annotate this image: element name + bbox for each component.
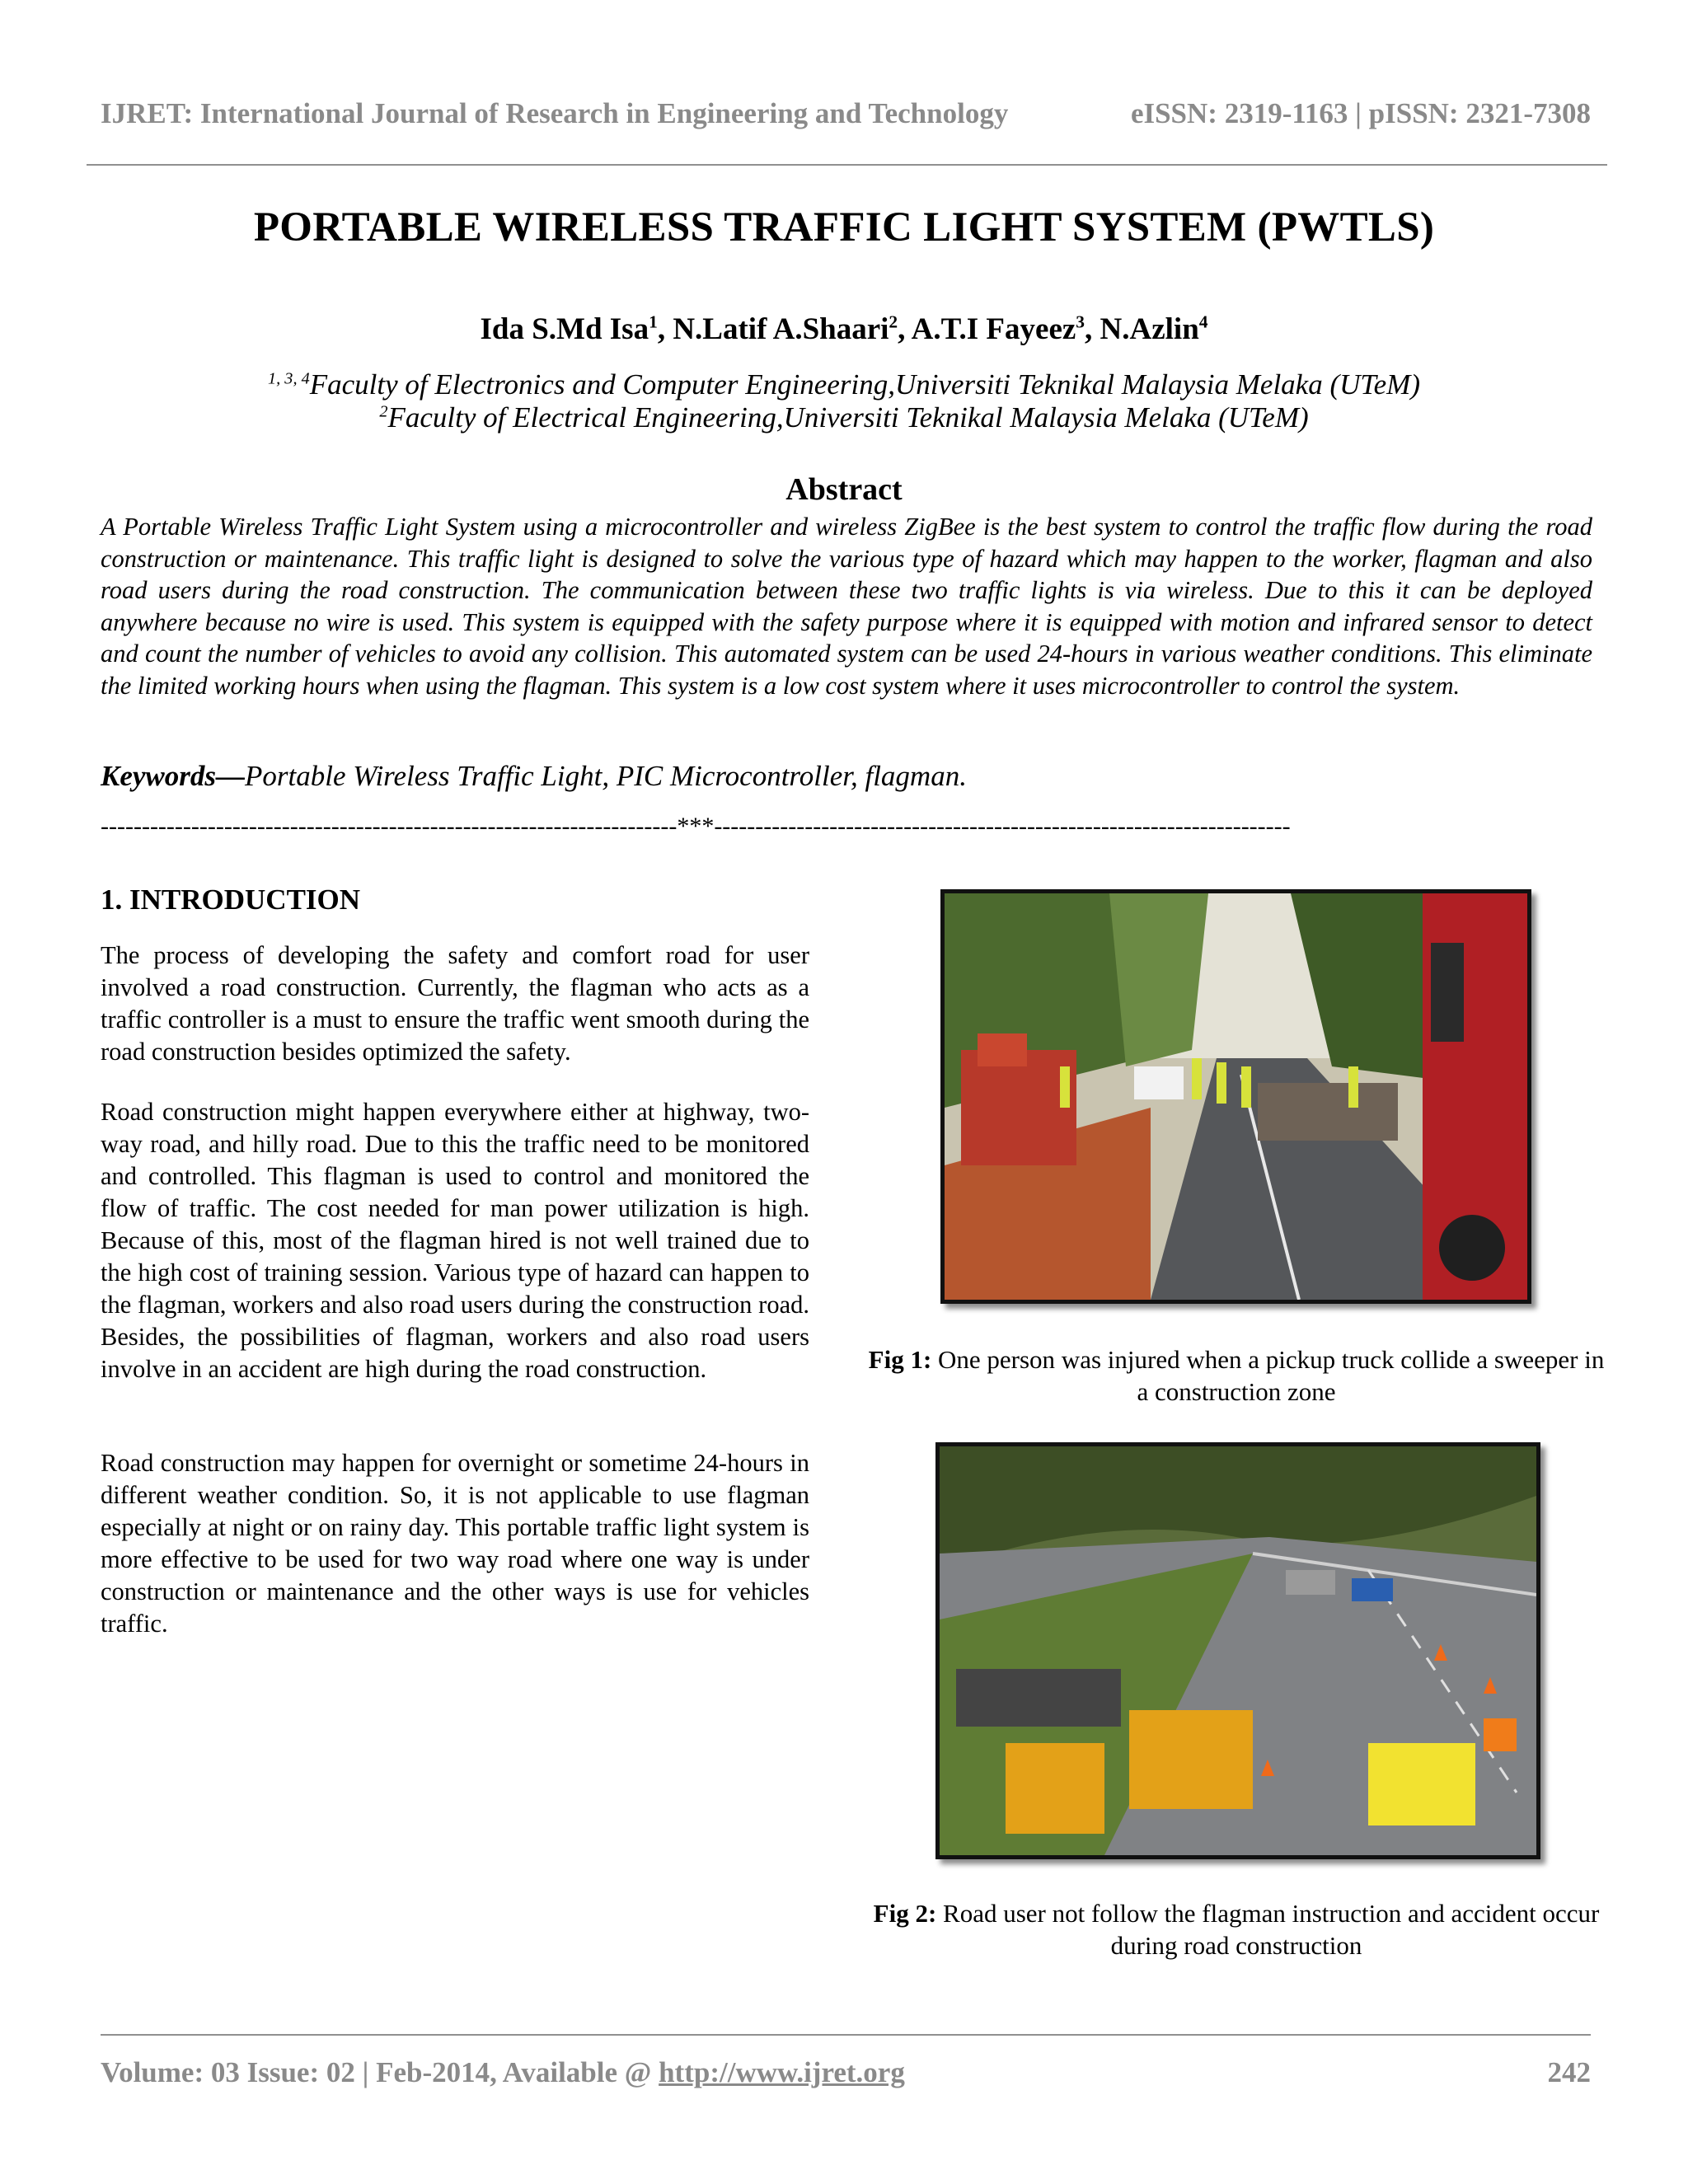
affiliation-text: Faculty of Electrical Engineering,Universiti Teknikal Malaysia Melaka (UTeM) (387, 401, 1309, 434)
abstract-body: A Portable Wireless Traffic Light System using a microcontroller and wireless ZigBee is the best system to control the traffic flow during the road construction or maintenance. This traffic light is designed to solve the various type of hazard which may happen to the worker, flagman and also road users during the road construction. The communication between these two traffic lights is via wireless. Due to this it can be deployed anywhere because no wire is used. This system is equipped with the safety purpose where it is equipped with motion and infrared sensor to detect and count the number of vehicles to avoid any collision. This automated system can be used 24-hours in various weather conditions. This eliminate the limited working hours when using the flagman. This system is a low cost system where it uses microcontroller to control the system. (101, 513, 1592, 700)
figure-1-caption (865, 1343, 1607, 1408)
section-separator: ----------------------------------------------------------------------***---------------------------------------------------------------------- (101, 813, 1291, 840)
section-heading: 1. INTRODUCTION (101, 883, 361, 916)
paper-title: PORTABLE WIRELESS TRAFFIC LIGHT SYSTEM (PWTLS) (253, 204, 1435, 251)
affiliation-2 (0, 401, 1688, 434)
figure-2-caption (865, 1897, 1607, 1961)
running-header (101, 97, 1591, 130)
author-name: N.Latif A.Shaari (673, 312, 889, 346)
footer-rule (101, 2034, 1591, 2036)
author-mark: 4 (1198, 312, 1208, 332)
affiliation-mark: 1, 3, 4 (268, 369, 310, 388)
header-rule (87, 164, 1607, 166)
intro-paragraph-3: Road construction may happen for overnight or sometime 24-hours in different weather condition. So, it is not applicable to use flagman especially at night or on rainy day. This portable traffic light system is more effective to be used for two way road where one way is under construction or maintenance and the other ways is use for vehicles traffic. (101, 1449, 809, 1638)
affiliation-text: Faculty of Electronics and Computer Engineering,Universiti Teknikal Malaysia Melaka (UTeM) (309, 368, 1420, 401)
figure-caption-text: One person was injured when a pickup truck collide a sweeper in a construction zone (938, 1345, 1605, 1406)
figure-caption-text: Road user not follow the flagman instruction and accident occur during road construction (943, 1899, 1600, 1960)
figure-label: Fig 2: (873, 1899, 937, 1928)
road-accident-image (940, 1446, 1536, 1855)
accident-scene-image (945, 893, 1527, 1300)
intro-paragraph-2: Road construction might happen everywhere either at highway, two-way road, and hilly road. Due to this the traffic need to be monitored and controlled. This flagman is used to control and monitored the flow of traffic. The cost needed for man power utilization is high. Because of this, most of the flagman hired is not well trained due to the high cost of training session. Various type of hazard can happen to the flagman, workers and also road users during the construction road. Besides, the possibilities of flagman, workers and also road users involve in an accident are high during the road construction. (101, 1098, 809, 1383)
keywords-label: Keywords— (101, 760, 245, 792)
author-name: A.T.I Fayeez (911, 312, 1076, 346)
keywords-text: Portable Wireless Traffic Light, PIC Microcontroller, flagman. (245, 760, 967, 792)
author-name: Ida S.Md Isa (480, 312, 649, 346)
author-list: Ida S.Md Isa$^1$, N.Latif A.Shaari$^2$, A.T.I Fayeez$^3$, N.Azlin$^4$ (480, 312, 1208, 346)
intro-paragraph-1: The process of developing the safety and comfort road for user involved a road construction. Currently, the flagman who acts as a traffic controller is a must to ensure the traffic went smooth during the road construction besides optimized the safety. (101, 941, 809, 1066)
figure-label: Fig 1: (868, 1345, 932, 1374)
issn: eISSN: 2319-1163 | pISSN: 2321-7308 (1130, 97, 1591, 129)
author-mark: 3 (1076, 312, 1085, 332)
author-name: N.Azlin (1100, 312, 1199, 346)
affiliation-mark: 2 (379, 402, 388, 421)
volume-text: Volume: 03 Issue: 02 | Feb-2014, Available @ (101, 2056, 659, 2088)
author-mark: 2 (889, 312, 898, 332)
running-footer (101, 2056, 1591, 2089)
author-mark: 1 (649, 312, 658, 332)
affiliation-1 (0, 368, 1688, 401)
volume-info (101, 2056, 905, 2089)
figure-1-photo (940, 889, 1531, 1304)
journal-name: IJRET: International Journal of Research in Engineering and Technology (101, 97, 1009, 129)
keywords (101, 760, 1592, 793)
figure-2-photo (935, 1442, 1540, 1859)
abstract-heading: Abstract (785, 472, 903, 507)
page-number: 242 (1547, 2056, 1591, 2088)
journal-link[interactable]: http://www.ijret.org (659, 2056, 905, 2088)
